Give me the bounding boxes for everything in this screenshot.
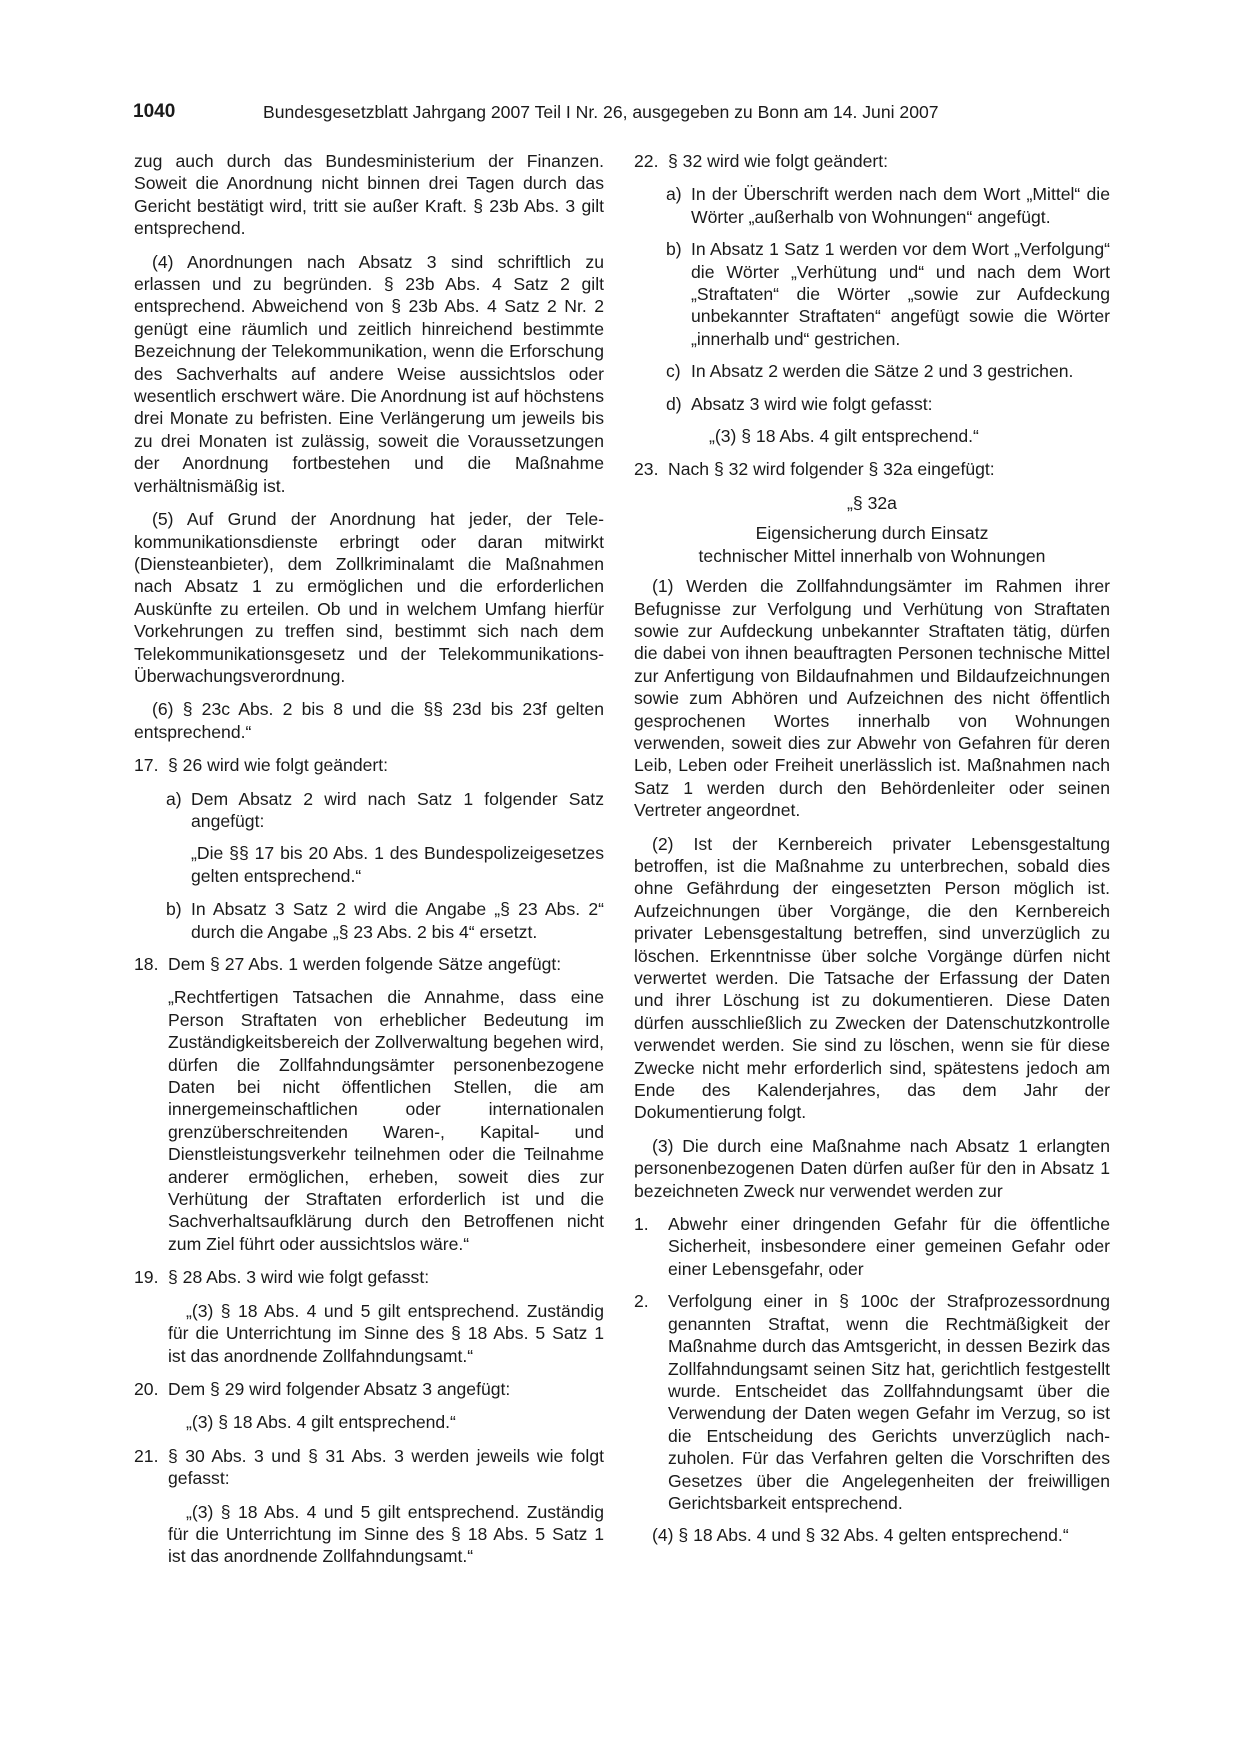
sub-item-text: Absatz 3 wird wie folgt gefasst: (691, 393, 933, 414)
right-column (634, 150, 1110, 1558)
item-22 (634, 150, 1110, 172)
item-21 (134, 1445, 604, 1490)
item-number: 19. (134, 1267, 159, 1288)
list-text: Abwehr einer dringenden Gefahr für die öffentliche Sicherheit, insbesondere einer gemeinen Gefahr oder einer Lebensgefahr, oder (668, 1214, 1110, 1279)
item-text: Nach § 32 wird folgender § 32a eingefügt: (668, 459, 995, 480)
list-text: Verfolgung einer in § 100c der Strafprozessordnung genannten Straftat, wenn die Rechtmäßigkeit der Maßnahme durch das Amtsgericht, in dessen Bezirk das Zollfahndungsamt seinen Sitz hat, gerichtlich festgestellt wurde. Entscheidet das Zollfahndungsamt über die Verwendung der Daten wegen Gefahr im Verzug, so ist die Entscheidung des Gerichts unverzüglich nachzuholen. Für das Verfahren gelten die Vorschriften des Gesetzes über die Angelegenheiten der freiwilligen Gerichtsbarkeit entsprechend. (668, 1291, 1110, 1513)
section-title-line-1: Eigensicherung durch Einsatz (755, 523, 989, 544)
section-paragraph-4: (4) § 18 Abs. 4 und § 32 Abs. 4 gelten entsprechend.“ (652, 1525, 1069, 1546)
item-22a (634, 183, 1110, 228)
item-number: 23. (634, 459, 659, 480)
running-head: Bundesgesetzblatt Jahrgang 2007 Teil I Nr. 26, ausgegeben zu Bonn am 14. Juni 2007 (263, 102, 939, 122)
item-text: § 32 wird wie folgt geändert: (668, 151, 889, 171)
sub-item-text: In der Überschrift werden nach dem Wort „Mittel“ die Wörter „außerhalb von Wohnungen“ angefügt. (691, 184, 1110, 227)
section-label: „§ 32a (847, 492, 897, 513)
page-number: 1040 (133, 101, 176, 122)
item-text: § 28 Abs. 3 wird wie folgt gefasst: (168, 1267, 430, 1288)
section-paragraph-3: (3) Die durch eine Maßnahme nach Absatz 1 erlangten personenbezogenen Daten dürfen außer für den in Absatz 1 bezeichneten Zweck nur verwendet werden zur (634, 1135, 1110, 1201)
item-22b (634, 238, 1110, 350)
sub-item-text: Dem Absatz 2 wird nach Satz 1 folgender Satz angefügt: (191, 788, 604, 831)
section-title-line-2: technischer Mittel innerhalb von Wohnungen (698, 545, 1046, 566)
list-number: 1. (634, 1214, 649, 1235)
item-19 (134, 1266, 604, 1288)
item-number: 18. (134, 954, 159, 974)
item-number: 20. (134, 1378, 159, 1399)
item-text: Dem § 29 wird folgender Absatz 3 angefügt: (168, 1378, 511, 1399)
item-17 (134, 754, 604, 776)
item-19-quote: „(3) § 18 Abs. 4 und 5 gilt entsprechend. Zuständig für die Unterrichtung im Sinne des § 18 Abs. 5 Satz 1 ist das anordnende Zollfahndungsamt.“ (168, 1300, 604, 1366)
sub-item-letter: b) (666, 239, 682, 260)
page-header (133, 101, 1113, 127)
left-column (134, 150, 604, 1579)
paragraph-6: (6) § 23c Abs. 2 bis 8 und die §§ 23d bis 23f gelten entsprechend.“ (134, 699, 604, 742)
sub-item-text: In Absatz 2 werden die Sätze 2 und 3 gestrichen. (691, 361, 1074, 382)
item-22c (634, 360, 1110, 382)
item-text: § 26 wird wie folgt geändert: (168, 755, 389, 776)
item-22d (634, 393, 1110, 415)
sub-item-text: In Absatz 1 Satz 1 werden vor dem Wort „Verfolgung“ die Wörter „Verhütung und“ und nach dem Wort „Straftaten“ die Wörter „sowie zur Aufdeckung unbekannter Straftaten“ angefügt sowie die Wörter „innerhalb und“ gestrichen. (691, 239, 1110, 349)
sub-item-letter: c) (666, 361, 681, 382)
sub-item-letter: a) (666, 184, 682, 205)
sub-item-letter: d) (666, 393, 682, 414)
item-17a-quote: „Die §§ 17 bis 20 Abs. 1 des Bundespolizeigesetzes gelten entsprechend.“ (191, 843, 604, 886)
item-20 (134, 1378, 604, 1400)
item-text: Dem § 27 Abs. 1 werden folgende Sätze angefügt: (168, 954, 562, 974)
list-item-2 (634, 1290, 1110, 1514)
item-18 (134, 953, 604, 975)
sub-item-text: In Absatz 3 Satz 2 wird die Angabe „§ 23 Abs. 2“ durch die Angabe „§ 23 Abs. 2 bis 4“ ersetzt. (191, 899, 604, 942)
section-paragraph-1: (1) Werden die Zollfahndungsämter im Rahmen ihrer Befugnisse zur Verfolgung und Verhütung von Straftaten sowie zur Aufdeckung unbekannter Straftaten tätig, dürfen die dabei von ihnen beauftragten Personen technische Mittel zur Anfertigung von Bildaufnahmen und Bildaufzeichnungen sowie zum Abhören und Aufzeichnen des nicht öffentlich gesprochenen Wortes innerhalb von Wohnungen verwenden, soweit dies zur Abwehr von Gefahren für deren Leib, Leben oder Freiheit unerlässlich ist. Maßnahmen nach Satz 1 werden durch den Behördenleiter oder seinen Vertreter angeordnet. (634, 576, 1110, 821)
section-paragraph-2: (2) Ist der Kernbereich privater Lebensgestaltung betroffen, ist die Maßnahme zu unterbrechen, sobald dies ohne Gefährdung der eingesetzten Person möglich ist. Aufzeichnungen über Vorgänge, die den Kernbereich privater Lebensgestaltung betreffen, sind unverzüglich zu löschen. Erkenntnisse über solche Vorgänge dürfen nicht verwertet werden. Die Tatsache der Erfassung der Daten und ihrer Löschung ist zu dokumentieren. Diese Daten dürfen ausschließlich zu Zwecken der Datenschutzkontrolle verwendet werden. Sie sind zu löschen, wenn sie für diese Zwecke nicht mehr erforderlich sind, spätestens jedoch am Ende des Kalenderjahres, das dem Jahr der Dokumentierung folgt. (634, 833, 1110, 1123)
item-18-quote: „Rechtfertigen Tatsachen die Annahme, dass eine Person Straftaten von erheblicher Bedeutung im Zuständigkeitsbereich der Zollverwaltung begehen wird, dürfen die Zollfahndungsämter personenbezogene Daten bei nicht öffentlichen Stellen, die am innergemeinschaftlichen oder internationalen grenzüberschreitenden Waren-, Kapital- und Dienstleistungsverkehr teilnehmen oder die Teilnahme anderer ermöglichen, erheben, soweit dies zur Verhütung der Straftaten erforderlich ist und die Sachverhaltsaufklärung durch den Betroffenen nicht zum Ziel führt oder aussichtslos wäre.“ (168, 987, 604, 1254)
list-item-1 (634, 1213, 1110, 1280)
item-22d-quote: „(3) § 18 Abs. 4 gilt entsprechend.“ (709, 426, 979, 447)
item-text: § 30 Abs. 3 und § 31 Abs. 3 werden jeweils wie folgt gefasst: (168, 1445, 604, 1489)
list-number: 2. (634, 1291, 649, 1312)
paragraph-continuation: zug auch durch das Bundesministerium der Finanzen. Soweit die Anordnung nicht binnen drei Tagen durch das Gericht bestätigt wird, tritt sie außer Kraft. § 23b Abs. 3 gilt entsprechend. (134, 151, 604, 239)
item-number: 21. (134, 1445, 159, 1466)
section-title (634, 522, 1110, 567)
item-23 (634, 458, 1110, 480)
item-17a (134, 788, 604, 833)
item-20-quote: „(3) § 18 Abs. 4 gilt entsprechend.“ (186, 1412, 456, 1433)
sub-item-letter: a) (166, 788, 182, 809)
paragraph-4: (4) Anordnungen nach Absatz 3 sind schriftlich zu erlassen und zu begründen. § 23b Abs. 4 Satz 2 gilt entsprechend. Abweichend von § 23b Abs. 4 Satz 2 Nr. 2 genügt eine räumlich und zeitlich hinreichend bestimmte Bezeichnung der Telekommunikation, wenn die Erforschung des Sachverhalts auf andere Weise aussichtslos oder wesentlich erschwert wäre. Die Anordnung ist auf höchstens drei Monate zu befristen. Eine Verlängerung um jeweils bis zu drei Monaten ist zulässig, soweit die Voraussetzungen der Anordnung fortbestehen und die Maßnahme verhältnismäßig ist. (134, 251, 604, 496)
sub-item-letter: b) (166, 899, 182, 920)
item-17b (134, 898, 604, 943)
item-21-quote: „(3) § 18 Abs. 4 und 5 gilt entsprechend. Zuständig für die Unterrichtung im Sinne des § 18 Abs. 5 Satz 1 ist das anordnende Zollfahndungsamt.“ (168, 1501, 604, 1567)
item-number: 17. (134, 755, 159, 776)
paragraph-5: (5) Auf Grund der Anordnung hat jeder, der Telekommunikationsdienste erbringt oder daran mitwirkt (Diensteanbieter), dem Zollkriminalamt die Maßnahmen nach Absatz 1 zu ermöglichen und die erforderlichen Auskünfte zu erteilen. Ob und in welchem Umfang hierfür Vorkehrungen zu treffen sind, bestimmt sich nach dem Telekommunikationsgesetz und der Telekommunikations-Überwachungsverordnung. (134, 509, 604, 686)
item-number: 22. (634, 151, 659, 171)
